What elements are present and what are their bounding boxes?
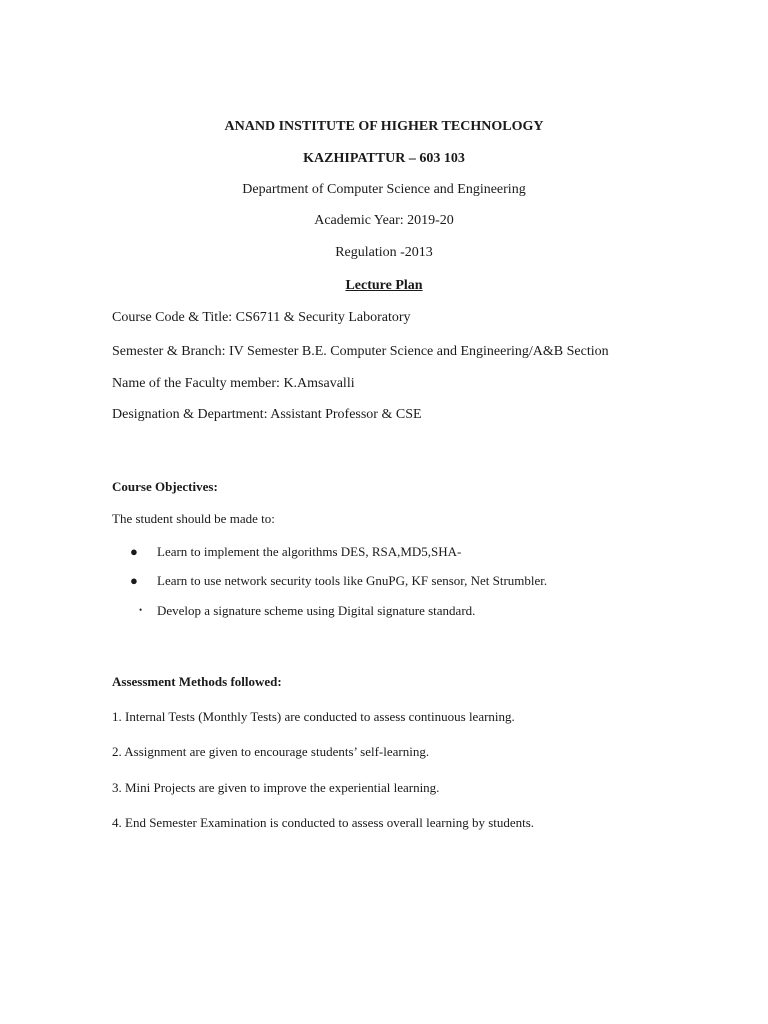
department-name: Department of Computer Science and Engineering	[242, 182, 526, 197]
institute-location: KAZHIPATTUR – 603 103	[303, 151, 465, 166]
assessment-item: 3. Mini Projects are given to improve the experiential learning.	[112, 780, 440, 795]
assessment-item: 1. Internal Tests (Monthly Tests) are conducted to assess continuous learning.	[112, 709, 515, 724]
objective-text: Develop a signature scheme using Digital signature standard.	[157, 603, 476, 618]
objective-item	[130, 573, 547, 589]
assessment-heading: Assessment Methods followed:	[112, 674, 282, 689]
academic-year: Academic Year: 2019-20	[314, 213, 454, 228]
objectives-heading: Course Objectives:	[112, 479, 218, 494]
objective-text: Learn to implement the algorithms DES, RSA,MD5,SHA-	[157, 544, 462, 559]
bullet-icon: •	[139, 605, 143, 615]
course-code-title: Course Code & Title: CS6711 & Security Laboratory	[112, 310, 411, 325]
bullet-icon: ●	[130, 573, 138, 588]
assessment-item: 2. Assignment are given to encourage students’ self-learning.	[112, 744, 430, 759]
designation-department: Designation & Department: Assistant Professor & CSE	[112, 407, 422, 422]
bullet-icon: ●	[130, 544, 138, 559]
objective-item	[130, 544, 461, 560]
assessment-item: 4. End Semester Examination is conducted to assess overall learning by students.	[112, 815, 535, 830]
document-title: Lecture Plan	[345, 278, 423, 293]
objective-item	[130, 603, 475, 619]
objective-text: Learn to use network security tools like GnuPG, KF sensor, Net Strumbler.	[157, 573, 548, 588]
semester-branch: Semester & Branch: IV Semester B.E. Computer Science and Engineering/A&B Section	[112, 344, 609, 359]
faculty-name: Name of the Faculty member: K.Amsavalli	[112, 376, 355, 391]
regulation: Regulation -2013	[335, 245, 433, 260]
institute-name: ANAND INSTITUTE OF HIGHER TECHNOLOGY	[224, 119, 544, 134]
objectives-intro: The student should be made to:	[112, 511, 275, 526]
